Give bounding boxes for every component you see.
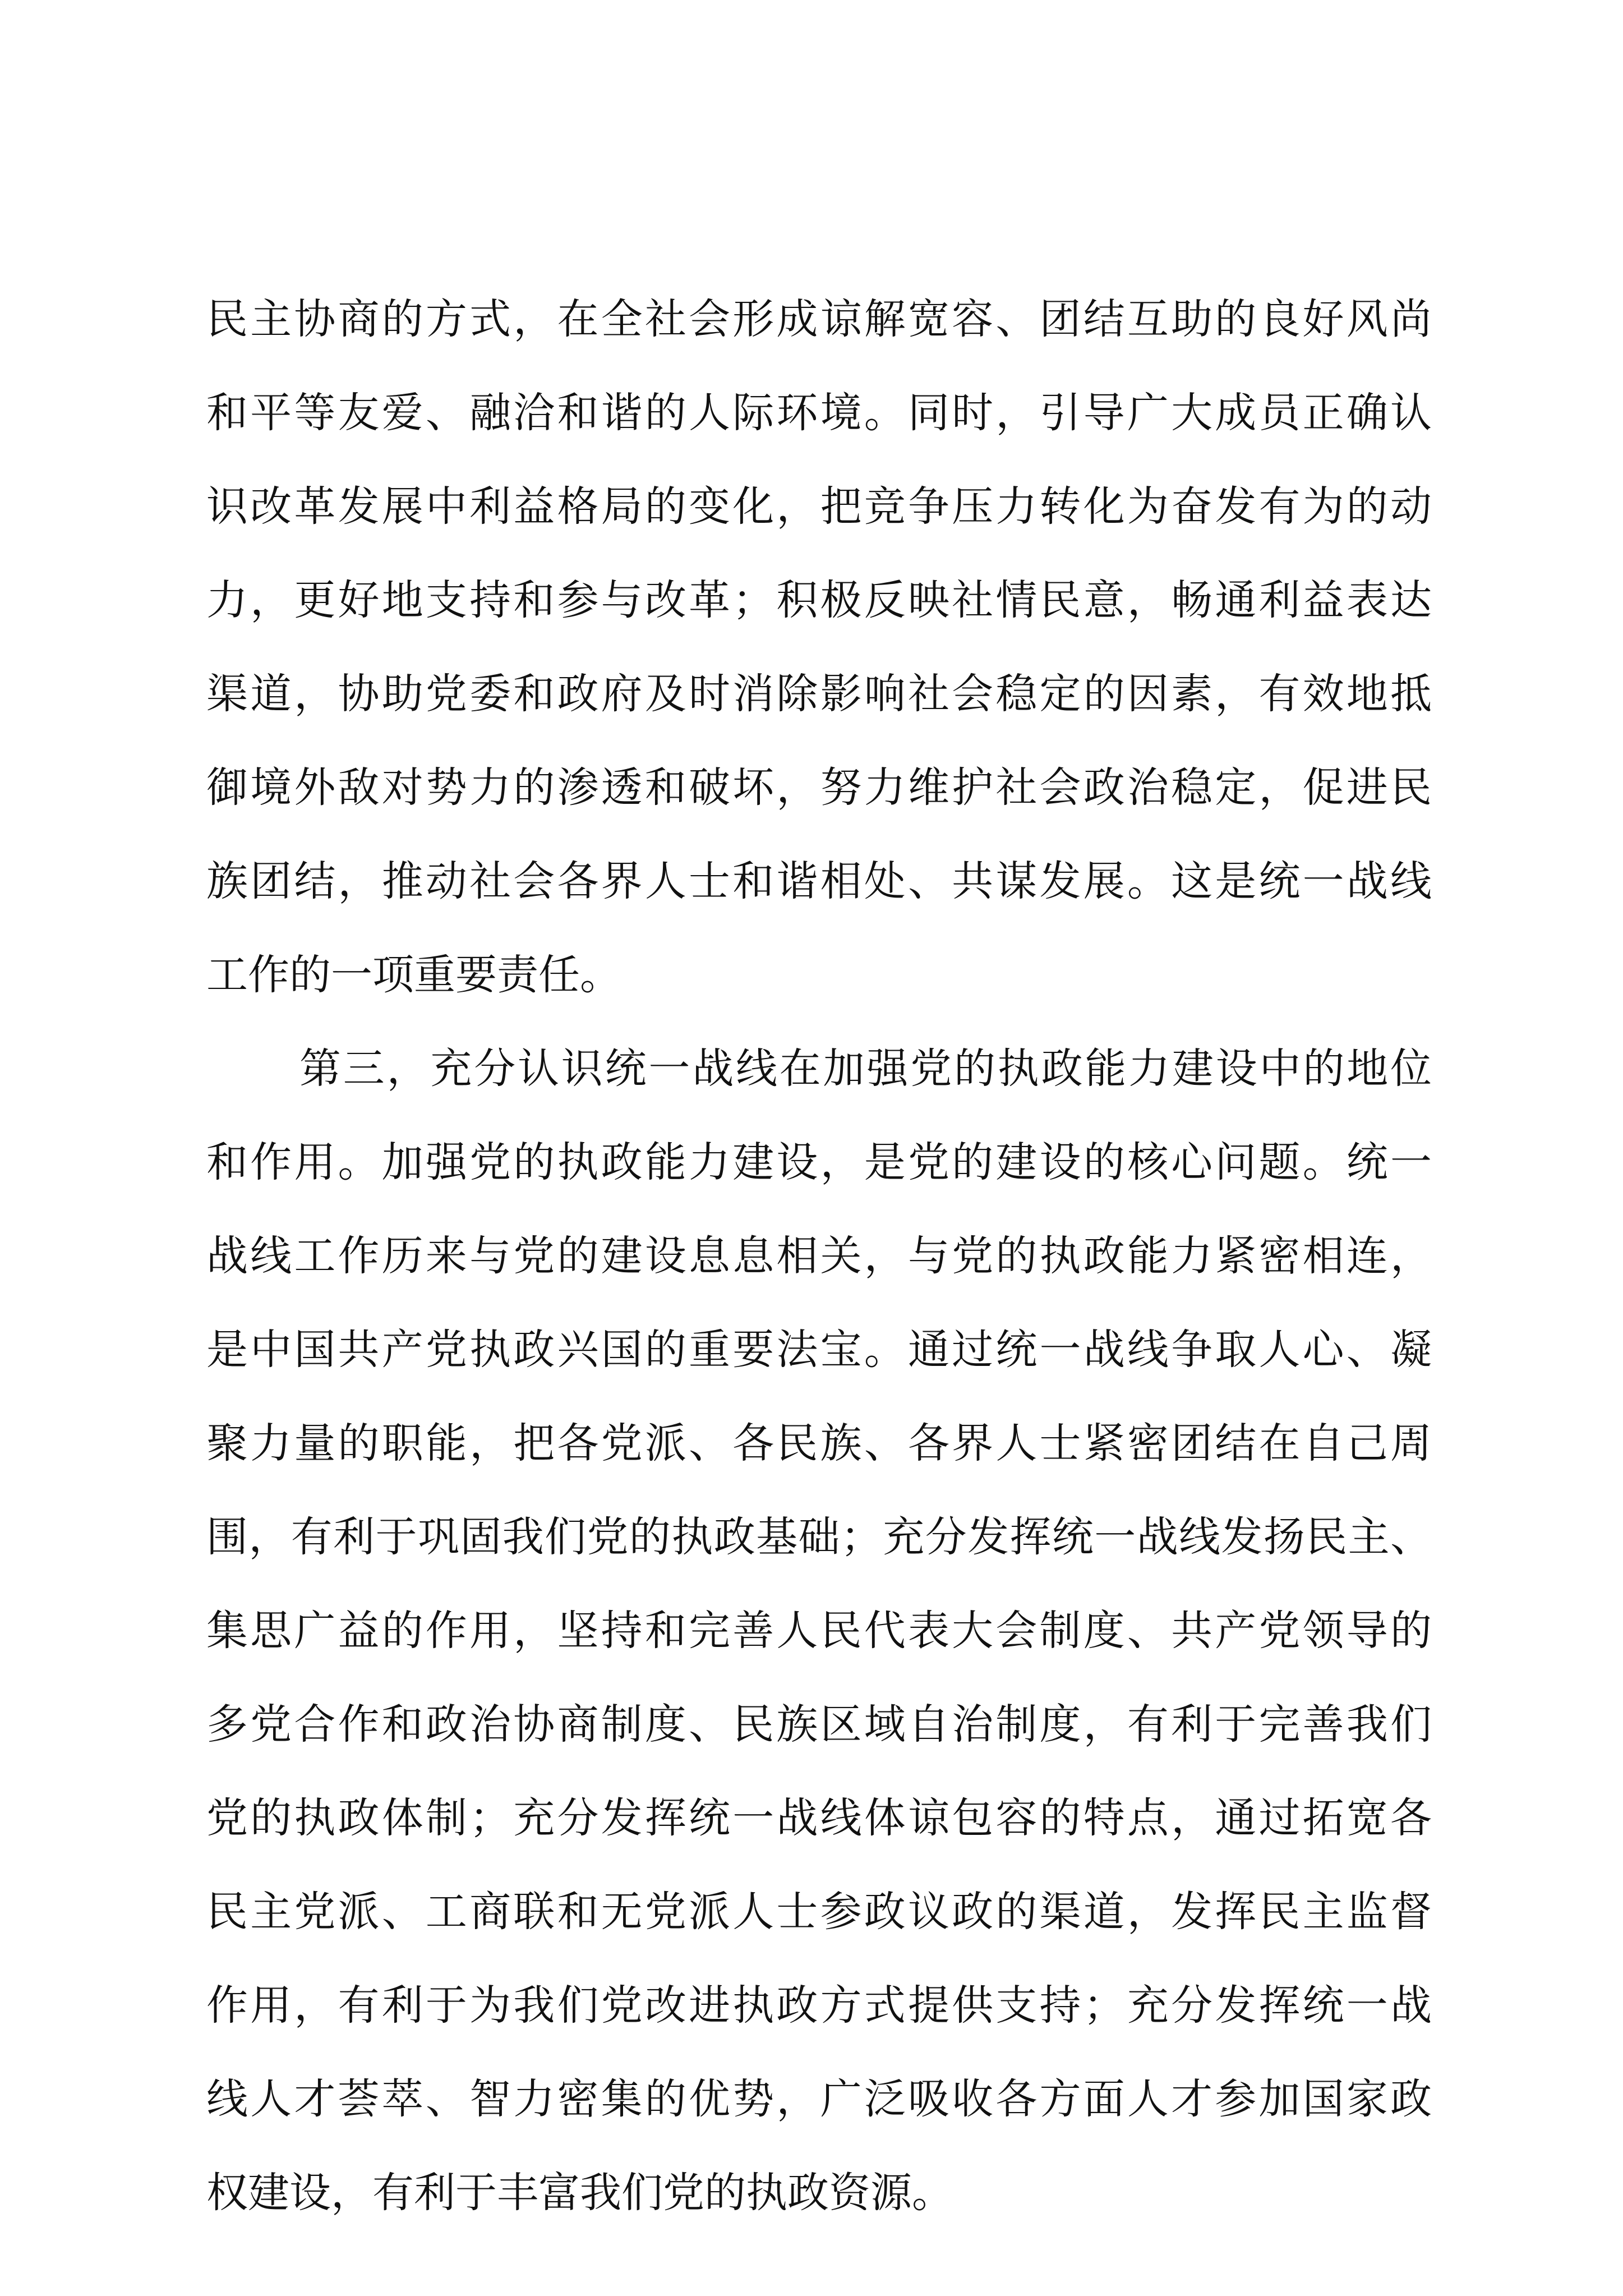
text-line: 党的执政体制；充分发挥统一战线体谅包容的特点，通过拓宽各 xyxy=(206,1794,1432,1842)
text-line: 渠道，协助党委和政府及时消除影响社会稳定的因素，有效地抵 xyxy=(206,670,1432,718)
text-line: 聚力量的职能，把各党派、各民族、各界人士紧密团结在自己周 xyxy=(206,1419,1432,1467)
text-line: 民主协商的方式，在全社会形成谅解宽容、团结互助的良好风尚 xyxy=(206,295,1432,343)
text-line: 作用，有利于为我们党改进执政方式提供支持；充分发挥统一战 xyxy=(206,1981,1432,2030)
text-line: 线人才荟萃、智力密集的优势，广泛吸收各方面人才参加国家政 xyxy=(206,2075,1432,2123)
text-line: 识改革发展中利益格局的变化，把竞争压力转化为奋发有为的动 xyxy=(206,482,1432,531)
text-line: 工作的一项重要责任。 xyxy=(206,951,621,999)
text-line: 权建设，有利于丰富我们党的执政资源。 xyxy=(206,2169,953,2217)
text-line: 集思广益的作用，坚持和完善人民代表大会制度、共产党领导的 xyxy=(206,1607,1432,1655)
text-line: 围，有利于巩固我们党的执政基础；充分发挥统一战线发扬民主、 xyxy=(206,1513,1432,1561)
text-line: 民主党派、工商联和无党派人士参政议政的渠道，发挥民主监督 xyxy=(206,1888,1432,1936)
text-line: 战线工作历来与党的建设息息相关，与党的执政能力紧密相连， xyxy=(206,1232,1432,1280)
text-line: 是中国共产党执政兴国的重要法宝。通过统一战线争取人心、凝 xyxy=(206,1326,1432,1374)
paragraph-first-line: 第三，充分认识统一战线在加强党的执政能力建设中的地位 xyxy=(299,1045,1432,1093)
text-line: 和作用。加强党的执政能力建设，是党的建设的核心问题。统一 xyxy=(206,1138,1432,1186)
text-line: 族团结，推动社会各界人士和谐相处、共谋发展。这是统一战线 xyxy=(206,857,1432,905)
text-line: 和平等友爱、融洽和谐的人际环境。同时，引导广大成员正确认 xyxy=(206,389,1432,437)
text-line: 力，更好地支持和参与改革；积极反映社情民意，畅通利益表达 xyxy=(206,576,1432,624)
text-line: 多党合作和政治协商制度、民族区域自治制度，有利于完善我们 xyxy=(206,1700,1432,1749)
text-line: 御境外敌对势力的渗透和破坏，努力维护社会政治稳定，促进民 xyxy=(206,763,1432,812)
